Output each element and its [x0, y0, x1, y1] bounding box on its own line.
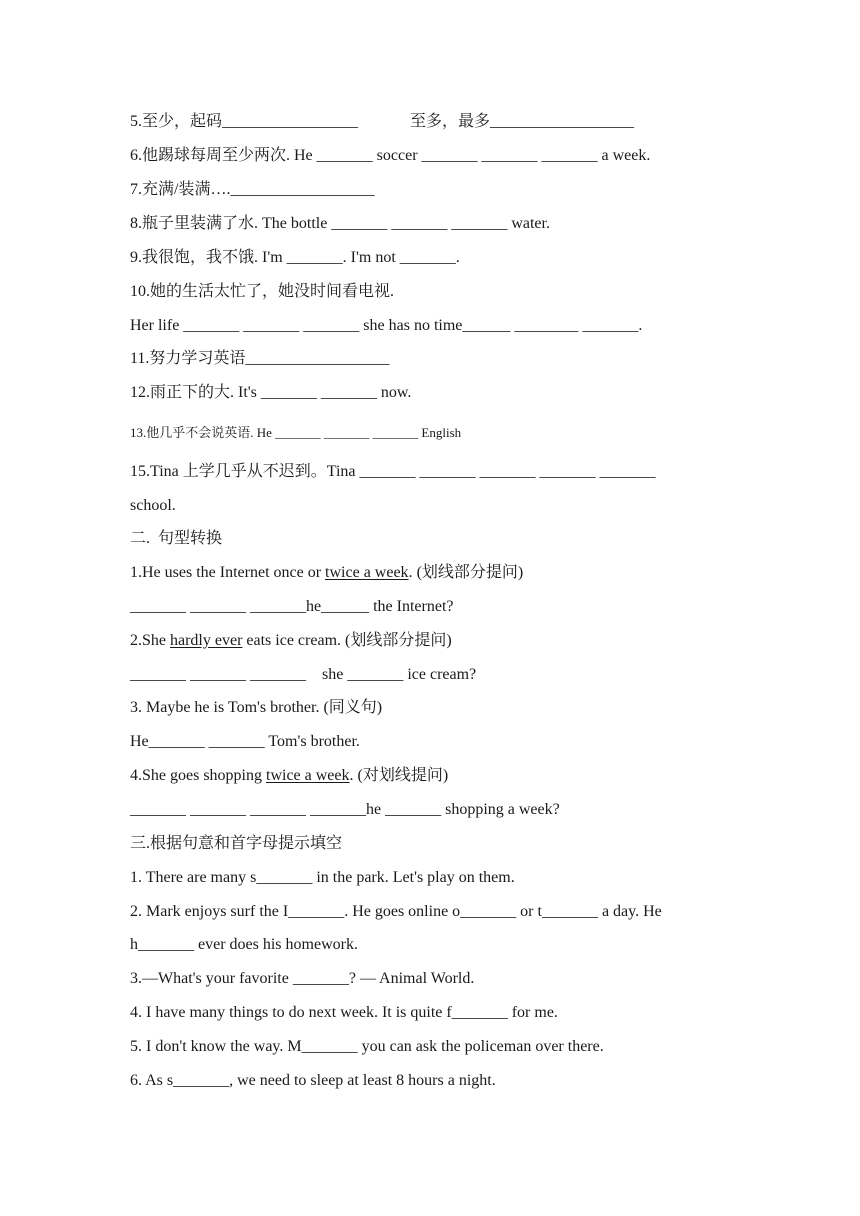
exercise-line-9: 9.我很饱，我不饿. I'm _______. I'm not _______. [130, 249, 460, 266]
transform-question-4 [130, 766, 448, 786]
fill-question-6: 6. As s_______, we need to sleep at least 8 hours a night. [130, 1072, 496, 1089]
exercise-line-7: 7.充满/装满….__________________ [130, 181, 375, 198]
transform-q1-instruction: . (划线部分提问) [408, 564, 524, 581]
exercise-line-11: 11.努力学习英语__________________ [130, 350, 390, 367]
exercise-line-12: 12.雨正下的大. It's _______ _______ now. [130, 384, 412, 401]
fill-question-5: 5. I don't know the way. M_______ you can ask the policeman over there. [130, 1038, 604, 1055]
transform-answer-1: _______ _______ _______he______ the Internet? [130, 598, 454, 615]
transform-q2-underlined: hardly ever [170, 632, 243, 649]
transform-question-1 [130, 563, 523, 583]
fill-question-2: 2. Mark enjoys surf the I_______. He goes online o_______ or t_______ a day. He [130, 903, 662, 920]
transform-answer-3: He_______ _______ Tom's brother. [130, 733, 360, 750]
transform-question-3: 3. Maybe he is Tom's brother. (同义句) [130, 699, 383, 716]
transform-question-2 [130, 631, 452, 651]
transform-q1-text: 1.He uses the Internet once or [130, 564, 326, 581]
exercise-line-13: 13.他几乎不会说英语. He _______ _______ _______ English [130, 425, 462, 440]
fill-question-1: 1. There are many s_______ in the park. Let's play on them. [130, 869, 515, 886]
transform-answer-2: _______ _______ _______ she _______ ice cream? [130, 666, 477, 683]
fill-question-3: 3.—What's your favorite _______? — Animal World. [130, 970, 475, 987]
exercise-line-10-chinese: 10.她的生活太忙了，她没时间看电视. [130, 283, 395, 300]
transform-q4-underlined: twice a week [266, 767, 350, 784]
transform-q1-underlined: twice a week [325, 564, 409, 581]
transform-q2-instruction: eats ice cream. (划线部分提问) [242, 632, 452, 649]
exercise-line-10-english: Her life _______ _______ _______ she has no time______ ________ _______. [130, 317, 643, 334]
fill-question-2-continued: h_______ ever does his homework. [130, 936, 358, 953]
transform-q2-text: 2.She [130, 632, 170, 649]
exercise-line-15-continued: school. [130, 497, 176, 514]
section-heading-fill: 三.根据句意和首字母提示填空 [130, 835, 343, 852]
exercise-line-6: 6.他踢球每周至少两次. He _______ soccer _______ _______ _______ a week. [130, 147, 651, 164]
exercise-line-15: 15.Tina 上学几乎从不迟到。Tina _______ _______ _______ _______ _______ [130, 463, 656, 480]
exercise-line-8: 8.瓶子里装满了水. The bottle _______ _______ _______ water. [130, 215, 550, 232]
transform-q4-instruction: . (对划线提问) [349, 767, 449, 784]
section-heading-transform: 二. 句型转换 [130, 530, 223, 547]
transform-answer-4: _______ _______ _______ _______he _______ shopping a week? [130, 801, 560, 818]
exercise-line-5: 5.至少，起码_________________ 至多，最多__________________ [130, 113, 635, 130]
fill-question-4: 4. I have many things to do next week. It is quite f_______ for me. [130, 1004, 558, 1021]
transform-q4-text: 4.She goes shopping [130, 767, 266, 784]
